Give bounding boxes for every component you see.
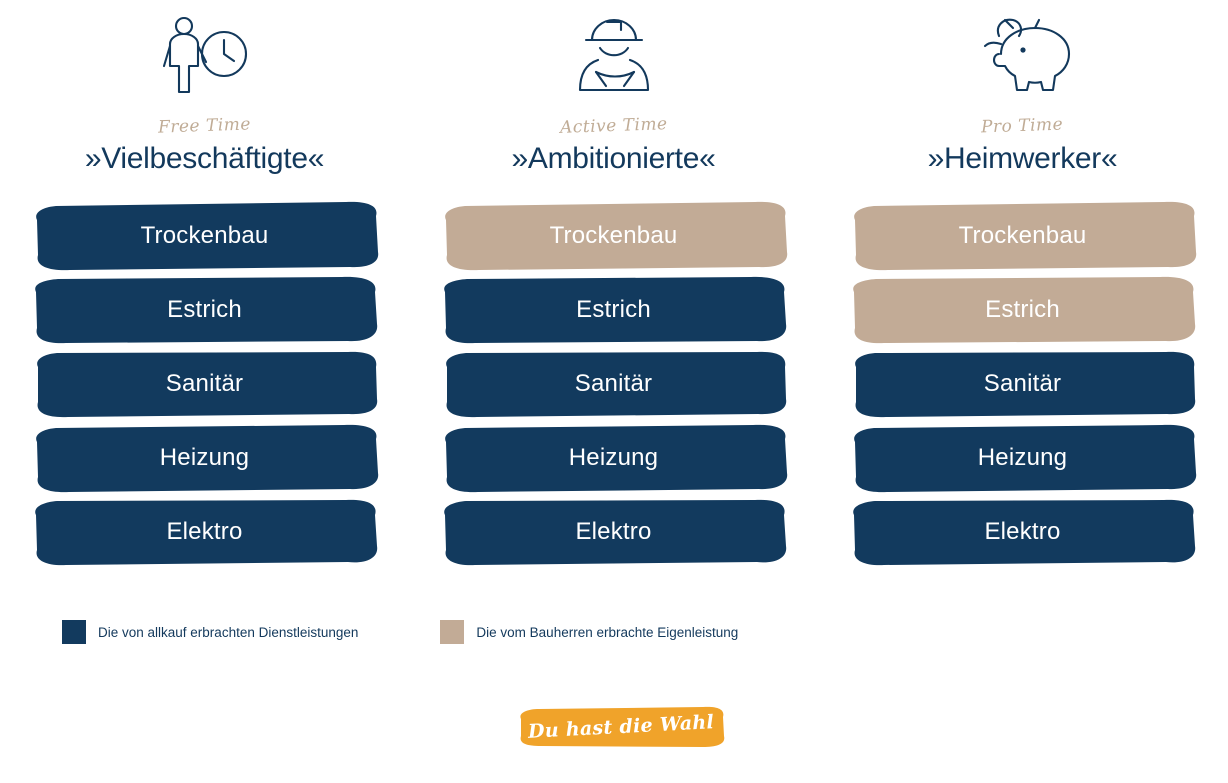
- column-ambitionierte: [409, 0, 818, 570]
- brush-shape: [439, 496, 789, 568]
- bar-row[interactable]: [848, 422, 1198, 494]
- worker-helmet-icon: [566, 6, 662, 106]
- column-title: »Vielbeschäftigte«: [84, 142, 325, 175]
- bar-label: Elektro: [984, 518, 1061, 545]
- legend-label: Die vom Bauherren erbrachte Eigenleistung: [476, 624, 739, 640]
- brush-shape: [30, 200, 380, 272]
- brush-shape: [30, 348, 380, 420]
- brush-shape: [439, 200, 789, 272]
- column-script-label: Free Time: [157, 114, 252, 138]
- bar-label: Trockenbau: [140, 222, 269, 249]
- bar-row[interactable]: [439, 348, 789, 420]
- bar-row[interactable]: [30, 274, 380, 346]
- bar-row[interactable]: [439, 200, 789, 272]
- bar-row[interactable]: [30, 348, 380, 420]
- bar-row[interactable]: [848, 348, 1198, 420]
- bar-label: Heizung: [568, 444, 659, 471]
- bar-label: Elektro: [166, 518, 243, 545]
- bar-row[interactable]: [439, 422, 789, 494]
- bar-row[interactable]: [439, 496, 789, 568]
- bar-label: Sanitär: [165, 370, 244, 397]
- bars-list: [409, 200, 818, 570]
- footer-badge[interactable]: [515, 705, 727, 749]
- bar-row[interactable]: [30, 200, 380, 272]
- piggy-bank-icon: [971, 6, 1075, 106]
- column-heimwerker: [818, 0, 1227, 570]
- bar-label: Sanitär: [983, 370, 1062, 397]
- brush-shape: [848, 274, 1198, 346]
- bar-label: Trockenbau: [549, 222, 678, 249]
- bar-row[interactable]: [848, 200, 1198, 272]
- brush-shape: [30, 422, 380, 494]
- brush-shape: [439, 274, 789, 346]
- legend-item-owner: [440, 620, 738, 644]
- brush-shape: [439, 422, 789, 494]
- legend-swatch-blue: [62, 620, 86, 644]
- badge-text: Du hast die Wahl: [527, 711, 715, 743]
- brush-shape: [848, 348, 1198, 420]
- brush-shape: [848, 200, 1198, 272]
- bar-label: Heizung: [977, 444, 1068, 471]
- legend-item-service: [62, 620, 358, 644]
- bars-list: [818, 200, 1227, 570]
- brush-shape: [848, 422, 1198, 494]
- bar-row[interactable]: [439, 274, 789, 346]
- bars-list: [0, 200, 409, 570]
- badge-brush-shape: [515, 705, 727, 749]
- legend: [62, 620, 738, 644]
- column-vielbeschaeftigte: [0, 0, 409, 570]
- bar-label: Estrich: [576, 296, 651, 323]
- column-script-label: Active Time: [559, 114, 668, 138]
- bar-label: Estrich: [167, 296, 242, 323]
- column-title: »Ambitionierte«: [511, 142, 716, 175]
- bar-row[interactable]: [848, 496, 1198, 568]
- bar-row[interactable]: [30, 496, 380, 568]
- bar-label: Sanitär: [574, 370, 653, 397]
- column-script-label: Pro Time: [981, 114, 1064, 138]
- busy-person-clock-icon: [150, 6, 260, 106]
- legend-label: Die von allkauf erbrachten Dienstleistungen: [98, 624, 359, 640]
- brush-shape: [439, 348, 789, 420]
- bar-label: Heizung: [159, 444, 250, 471]
- brush-shape: [30, 274, 380, 346]
- bar-label: Elektro: [575, 518, 652, 545]
- brush-shape: [30, 496, 380, 568]
- brush-shape: [848, 496, 1198, 568]
- bar-row[interactable]: [848, 274, 1198, 346]
- column-title: »Heimwerker«: [927, 142, 1118, 175]
- bar-label: Trockenbau: [958, 222, 1087, 249]
- bar-label: Estrich: [985, 296, 1060, 323]
- legend-swatch-beige: [440, 620, 464, 644]
- bar-row[interactable]: [30, 422, 380, 494]
